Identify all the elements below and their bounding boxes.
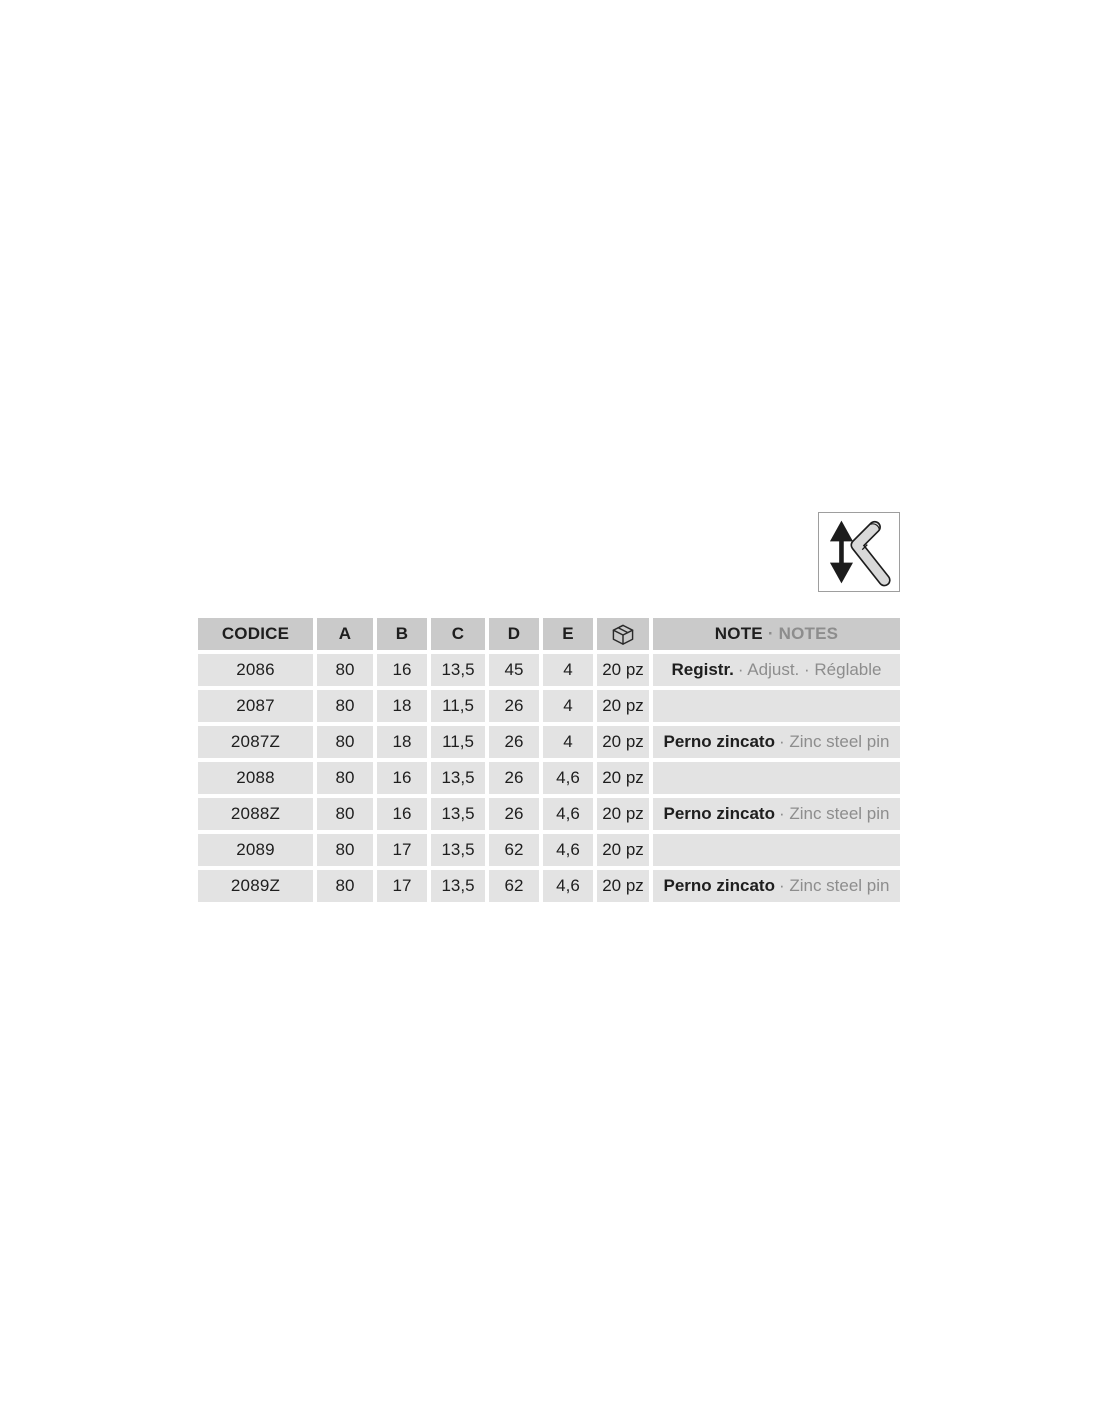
table-row-2087Z: [198, 726, 900, 758]
note-header-secondary: · NOTES: [767, 624, 839, 643]
cell-e: 4: [543, 654, 593, 686]
table-row-2088Z: [198, 798, 900, 830]
cell-d: 62: [489, 834, 539, 866]
cell-notes: [653, 834, 900, 866]
height-adjust-allen-key-icon: [821, 516, 897, 588]
cell-codice: 2089: [198, 834, 313, 866]
cell-e: 4: [543, 726, 593, 758]
cell-e: 4,6: [543, 834, 593, 866]
note-secondary-text: · Zinc steel pin: [778, 732, 890, 751]
spec-table-body: [198, 654, 900, 902]
col-header-notes: [653, 618, 900, 650]
cell-pack-qty: 20 pz: [597, 834, 649, 866]
cell-d: 26: [489, 762, 539, 794]
note-secondary-text: · Zinc steel pin: [778, 876, 890, 895]
cell-e: 4: [543, 690, 593, 722]
cell-c: 13,5: [431, 798, 485, 830]
col-header-package: [597, 618, 649, 650]
cell-b: 16: [377, 762, 427, 794]
note-primary-text: Registr.: [671, 660, 734, 679]
table-row-2089: [198, 834, 900, 866]
cell-pack-qty: 20 pz: [597, 798, 649, 830]
cell-pack-qty: 20 pz: [597, 690, 649, 722]
cell-b: 17: [377, 870, 427, 902]
col-header-e: E: [543, 618, 593, 650]
allen-key-icon: [857, 524, 885, 580]
cell-pack-qty: 20 pz: [597, 870, 649, 902]
cell-notes: [653, 726, 900, 758]
cell-pack-qty: 20 pz: [597, 654, 649, 686]
note-primary-text: Perno zincato: [663, 732, 775, 751]
cell-codice: 2086: [198, 654, 313, 686]
cell-a: 80: [317, 726, 373, 758]
cell-c: 13,5: [431, 870, 485, 902]
table-row-2087: [198, 690, 900, 722]
product-pictogram-panel: [818, 512, 900, 592]
cell-pack-qty: 20 pz: [597, 762, 649, 794]
cell-codice: 2087: [198, 690, 313, 722]
cell-a: 80: [317, 834, 373, 866]
cell-d: 26: [489, 690, 539, 722]
cell-a: 80: [317, 762, 373, 794]
col-header-b: B: [377, 618, 427, 650]
cell-c: 11,5: [431, 726, 485, 758]
note-primary-text: Perno zincato: [663, 804, 775, 823]
cell-d: 62: [489, 870, 539, 902]
col-header-c: C: [431, 618, 485, 650]
col-header-codice: CODICE: [198, 618, 313, 650]
cell-d: 26: [489, 798, 539, 830]
cell-pack-qty: 20 pz: [597, 726, 649, 758]
note-secondary-text: · Adjust. · Réglable: [737, 660, 882, 679]
cell-b: 17: [377, 834, 427, 866]
cell-a: 80: [317, 654, 373, 686]
col-header-a: A: [317, 618, 373, 650]
cell-codice: 2088: [198, 762, 313, 794]
cell-notes: [653, 870, 900, 902]
table-row-2088: [198, 762, 900, 794]
cell-notes: [653, 654, 900, 686]
cell-d: 26: [489, 726, 539, 758]
cell-notes: [653, 762, 900, 794]
spec-table-wrap: [194, 614, 904, 906]
cell-c: 13,5: [431, 654, 485, 686]
cell-a: 80: [317, 690, 373, 722]
spec-table-header: [198, 618, 900, 650]
spec-table: [194, 614, 904, 906]
header-row: [198, 618, 900, 650]
cell-c: 13,5: [431, 834, 485, 866]
cell-c: 13,5: [431, 762, 485, 794]
note-header-primary: NOTE: [714, 624, 763, 643]
cell-c: 11,5: [431, 690, 485, 722]
col-header-d: D: [489, 618, 539, 650]
cell-e: 4,6: [543, 798, 593, 830]
note-primary-text: Perno zincato: [663, 876, 775, 895]
table-row-2086: [198, 654, 900, 686]
cell-a: 80: [317, 870, 373, 902]
cell-e: 4,6: [543, 762, 593, 794]
package-box-icon: [610, 623, 636, 646]
cell-codice: 2089Z: [198, 870, 313, 902]
cell-notes: [653, 690, 900, 722]
cell-d: 45: [489, 654, 539, 686]
table-row-2089Z: [198, 870, 900, 902]
cell-e: 4,6: [543, 870, 593, 902]
cell-b: 16: [377, 798, 427, 830]
cell-b: 18: [377, 690, 427, 722]
double-arrow-icon: [830, 521, 853, 584]
cell-codice: 2087Z: [198, 726, 313, 758]
cell-notes: [653, 798, 900, 830]
cell-codice: 2088Z: [198, 798, 313, 830]
note-secondary-text: · Zinc steel pin: [778, 804, 890, 823]
cell-a: 80: [317, 798, 373, 830]
cell-b: 18: [377, 726, 427, 758]
cell-b: 16: [377, 654, 427, 686]
